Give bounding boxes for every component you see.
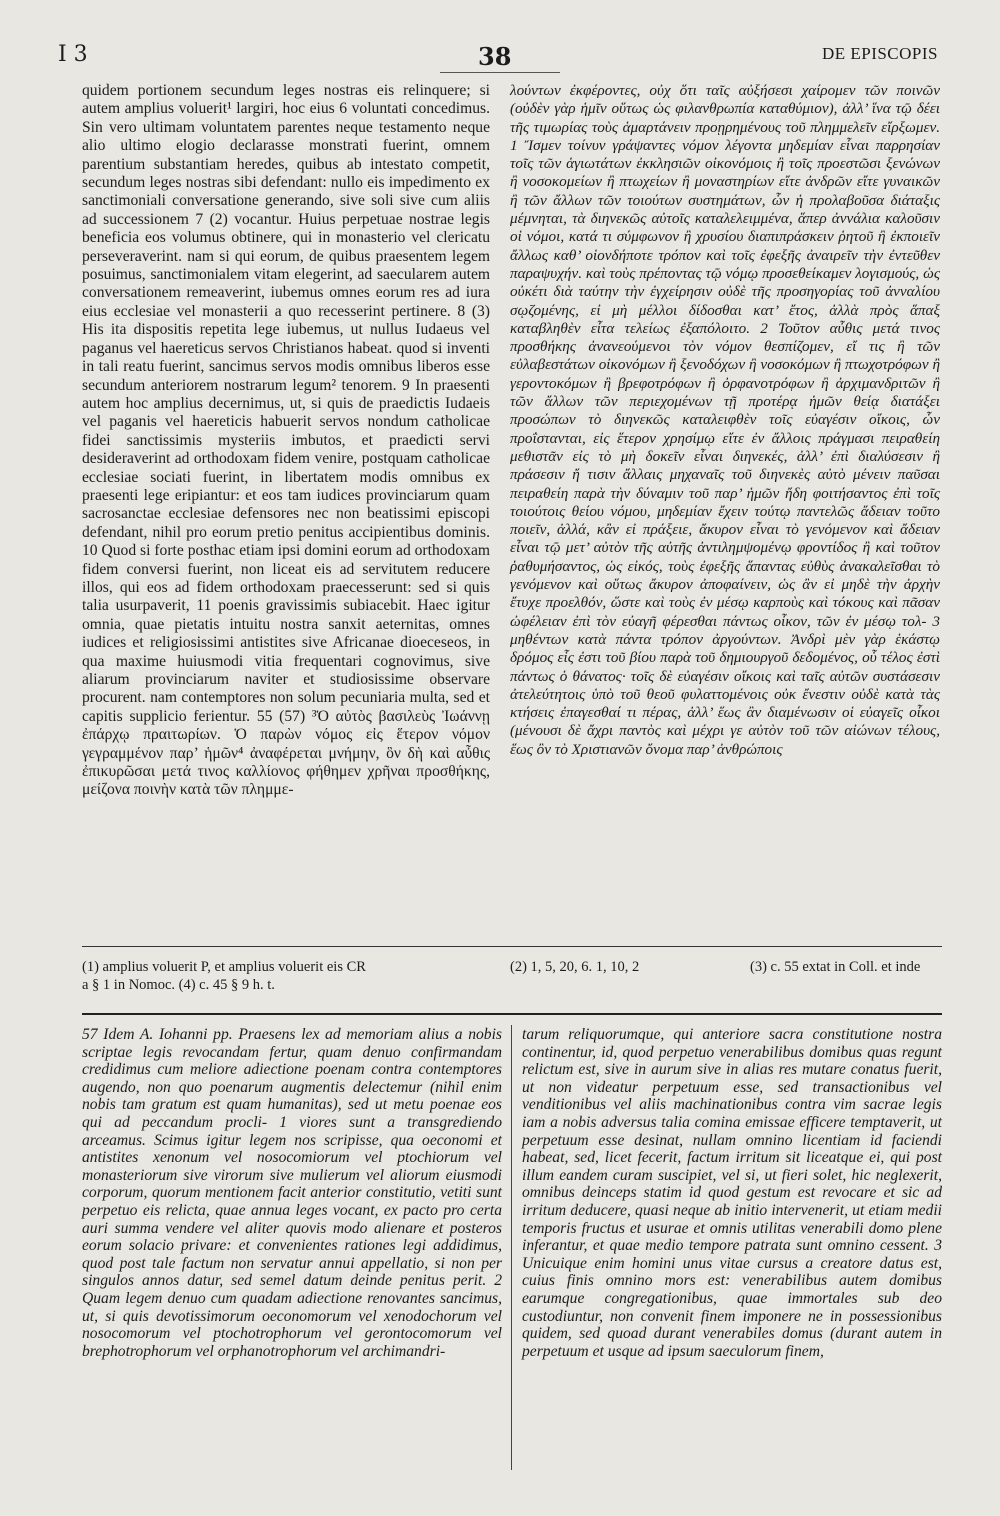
- page-number-rule: [440, 72, 560, 73]
- latin-column-top: [82, 82, 490, 800]
- translation-paragraph-left: 57 Idem A. Iohanni pp. Praesens lex ad memoriam alius a nobis scriptae legis revocandam fertur, quam denuo confirmandam credidimus cum meliore adiectione poenam contra contemptores augendo, non quo poenarum augmentis delectemur (nihil enim nobis tam gratum est quam humanitas), sed ut metu poenae eos qui ad peccandum procli- 1 viores sunt a transgrediendo arceamus. Scimus igitur legem nos scripisse, qua oeconomi et antistites xenonum vel nosocomiorum vel ptochiorum vel monasteriorum sive virorum sive mulierum vel aliorum eiusmodi corporum, quorum mentionem facit anterior constitutio, vetiti sunt perpetuo eis relicta, quae annua leges vocant, ex pacto pro certa auri summa vendere vel aliter quovis modo alienare et posteros eorum solacio privare: et convenientes rationes legi addidimus, quod post tale factum non servatur annui appellatio, si non per singulos annos datur, sed semel datum deinde penitus perit. 2 Quam legem denuo cum quadam adiectione renovantes sancimus, ut, si quis devotissimorum oeconomorum vel xenodochorum vel nosocomorum vel ptochotrophorum vel gerontocomorum vel brephotrophorum vel orphanotrophorum vel archimandri-: [82, 1026, 502, 1360]
- footnote-1: (1) amplius voluerit P, et amplius voluerit eis CR: [82, 959, 366, 975]
- latin-translation-left: [82, 1026, 502, 1360]
- section-divider: [82, 1013, 942, 1015]
- running-title: DE EPISCOPIS: [821, 44, 938, 63]
- column-divider: [511, 1025, 512, 1470]
- footnote-1-continued: a § 1 in Nomoc. (4) c. 45 § 9 h. t.: [82, 977, 275, 993]
- footnotes: [82, 958, 942, 994]
- latin-translation-right: [522, 1026, 942, 1360]
- page-number: 38: [478, 42, 512, 71]
- footnote-3: (3) c. 55 extat in Coll. et inde: [750, 959, 921, 975]
- greek-column-top: [510, 82, 940, 759]
- page-header: [0, 42, 1000, 76]
- section-marker: I 3: [58, 42, 88, 67]
- greek-paragraph: λούντων ἐκφέροντες, οὐχ ὅτι ταῖς αὐξήσεσι χαίρομεν τῶν ποινῶν (οὐδὲν γὰρ ἡμῖν οὕτως ὡς φιλανθρωπία καταθύμιον), ἀλλ’ ἵνα τῷ δέει τῆς τιμωρίας τοὺς ἁμαρτάνειν προῃρημένους τοῦ πλημμελεῖν εἴρξωμεν. 1 Ἴσμεν τοίνυν γράψαντες νόμον λέγοντα μηδεμίαν εἶναι παρρησίαν τοῖς τῶν ἁγιωτάτων ἐκκλησιῶν οἰκονόμοις ἢ τοῖς προεστῶσι ξενώνων ἢ νοσοκομείων ἢ πτωχείων ἢ μοναστηρίων εἴτε ἀνδρῶν εἴτε γυναικῶν ἢ τῶν ἄλλων τῶν τοιούτων συστημάτων, ὧν ἡ προλαβοῦσα διάταξις μέμνηται, τὰ διηνεκῶς αὐτοῖς καταλελειμμένα, ἅπερ ἀννάλια καλοῦσιν οἱ νόμοι, κατά τι σύμφωνον ἢ χρυσίου διαπιπράσκειν ῥητοῦ ἢ ἐκποιεῖν ἄλλως καθ’ οἱονδήποτε τρόπον καὶ τοῖς ἐφεξῆς ἀναιρεῖν τὴν ἐντεῦθεν παραψυχήν. καὶ τοὺς πρέποντας τῷ νόμῳ προσεθείκαμεν λογισμούς, ὡς οὐκέτι διὰ ταύτην τὴν ἐγχείρησιν οὐδὲ τῆς προσηγορίας τοῦ ἀνναλίου σῳζομένης, εἰ μὴ μέλλοι δίδοσθαι κατ’ ἔτος, ἀλλὰ πρὸς ἅπαξ καταβληθὲν εἶτα τελείως ἐξαπόλοιτο. 2 Τοῦτον αὖθις μετά τινος προσθήκης ἀνανεούμενοι τὸν νόμον θεσπίζομεν, εἴ τις ἢ τῶν εὐλαβεστάτων οἰκονόμων ἢ ξενοδόχων ἢ νοσοκόμων ἢ πτωχοτρόφων ἢ γεροντοκόμων ἢ βρεφοτρόφων ἢ ὀρφανοτρόφων ἢ ἀρχιμανδριτῶν ἢ τῶν ἄλλων τῶν περιεχομένων τῇ προτέρᾳ ἡμῶν θείᾳ διατάξει προσώπων τὸ διηνεκῶς καταλειφθὲν τοῖς εὐαγέσιν οἴκοις, ὧν προΐστανται, εἰς ἕτερον χρησίμῳ εἴτε ἐν ἄλλοις πράγμασι πειραθείη μεθιστᾶν εἰς τὸ μὴ δοκεῖν εἶναι διηνεκές, ἀλλ’ ἐπὶ διαλύσεσιν ἢ πράσεσιν ἤ τισιν ἄλλαις μηχαναῖς τοῦ διηνεκὲς αὐτὸ μένειν παῦσαι πειραθείη παρὰ τὴν δύναμιν τοῦ παρ’ ἡμῶν ἤδη φοιτήσαντος ἐπὶ τοῖς τοιούτοις θείου νόμου, μηδεμίαν ἔχειν τούτῳ παντελῶς ἄδειαν τοῦτο ποιεῖν, ἀλλά, κἂν εἰ πράξειε, ἄκυρον εἶναι τὸ γενόμενον καὶ ἄδειαν εἶναι τῷ μετ’ αὐτὸν τῆς αὐτῆς ἀντιλημψομένῳ φροντίδος ἢ καὶ τοῦτον ῥαθυμήσαντος, ὡς εἰκός, τοὺς ἐφεξῆς ἅπαντας εὐθὺς ἀνακαλεῖσθαι τὸ γενόμενον καὶ οὕτως ἄκυρον ἀποφαίνειν, ὡς ἂν εἰ μηδὲ τὴν ἀρχὴν ἔτυχε προελθόν, ὥστε καὶ τοὺς ἐν μέσῳ καρποὺς καὶ τόκους καὶ πᾶσαν ὠφέλειαν ἐπὶ τὸν εὐαγῆ φέρεσθαι πάντως οἶκον, τῶν ἐν μέσῳ τολ- 3 μηθέντων κατὰ πάντα τρόπον ἀργούντων. Ἀνδρὶ μὲν γὰρ ἑκάστῳ δρόμος εἷς ἐστι τοῦ βίου παρὰ τοῦ δημιουργοῦ δεδομένος, οὗ τέλος ἐστὶ πάντως ὁ θάνατος· τοῖς δὲ εὐαγέσιν οἴκοις καὶ ταῖς αὐτῶν συστάσεσιν ἀτελεύτητοις ὑπὸ τοῦ θεοῦ φυλαττομένοις οὐκ ἔνεστιν οὐδὲ κατὰ τὰς κτήσεις ἐπαγεσθαί τι πέρας, ἀλλ’ ἕως ἂν διαμένωσιν οἱ εὐαγεῖς οἶκοι (μένουσι δὲ ἄχρι παντὸς καὶ μέχρι γε αὐτὸν τοῦ τῶν αἰώνων τέλους, ἕως ὂν τὸ Χριστιανῶν ὄνομα παρ’ ἀνθρώποις: [510, 82, 940, 758]
- translation-paragraph-right: tarum reliquorumque, qui anteriore sacra constitutione nostra continentur, id, quod perpetuo venerabilibus domibus quas regunt relictum est, sive in aurum sive in alias res mutare conatus fuerit, ut non videatur perpetuum esse, sed transactionibus vel venditionibus vel aliis machinationibus contra vim sacrae legis iam a nobis adversus talia comina emissae efficere temptaverit, ut perpetuum esse desinat, nullam omnino licentiam id faciendi habeat, sed, licet fecerit, factum irritum sit liceatque ei, qui post illum eandem curam suscipiet, vel si, ut fieri solet, hic neglexerit, omnibus deinceps statim id quod gestum est revocare et sic ad irritum deducere, quasi neque ab initio intervenerit, ut etiam medii temporis fructus et usurae et omnis utilitas venerabili domo plene inferantur, et quae medio tempore patrata sunt omnino cessent. 3 Unicuique enim homini unus vitae cursus a creatore datus est, cuius finis omnino mors est: venerabilibus autem domibus earumque congregationibus, quae immortales sub deo custodiuntur, non convenit finem imponere ne in possessionibus quidem, sed quoad durant venerabiles domus (durant autem in perpetuum et usque ad ipsum saeculorum finem,: [522, 1026, 942, 1360]
- footnote-2: (2) 1, 5, 20, 6. 1, 10, 2: [510, 959, 640, 975]
- latin-paragraph: quidem portionem secundum leges nostras eis relinquere; si autem amplius voluerit¹ largiri, hoc eius 6 voluntati concedimus. Sin vero ultimam voluntatem parentes neque testamento neque alio ultimo elogio declarasse monstrati fuerint, omnem parentium substantiam heredes, quibus ab intestato competit, secundum leges nostras sibi defendant: nullo eis impedimento ex sanctimoniali conversatione generando, sive soli sive cum aliis ad successionem 7 (2) vocantur. Huius perpetuae nostrae legis beneficia eos volumus obtinere, qui in monasterio vel clericatu perseveraverint. nam si qui eorum, de quibus praesentem legem posuimus, sanctimonialem vitam elegerint, ad saecularem autem conversationem remeaverint, iubemus omnes eorum res ad iura eius ecclesiae vel monasterii a quo recesserint pertinere. 8 (3) His ita dispositis repetita lege iubemus, ut nullus Iudaeus vel paganus vel haereticus servos Christianos habeat. quod si inventi in tali reatu fuerint, sancimus servos modis omnibus liberos esse secundum anteriorem nostrarum legum² tenorem. 9 In praesenti autem hoc amplius decernimus, ut, si quis de praedictis Iudaeis vel paganis vel haereticis habuerit servos nondum catholicae fidei sanctissimis mysteriis imbutos, et praedicti servi desideraverint ad orthodoxam fidem venire, postquam catholicae ecclesiae sociati fuerint, in libertatem modis omnibus ex praesenti lege eripiantur: et eos tam iudices provinciarum quam sacrosanctae ecclesiae defensores nec non beatissimi episcopi defendant, nihil pro eorum pretio penitus accipientibus dominis. 10 Quod si forte posthac etiam ipsi domini eorum ad orthodoxam fidem conversi fuerint, non liceat eis ad servitutem reducere illos, qui eos ad fidem orthodoxam praecesserunt: sed si quis talia usurpaverit, 11 poenis gravissimis subiacebit. Haec igitur omnia, quae pietatis intuitu nostra sanxit aeternitas, omnes iudices et religiosissimi antistites sive Africanae dioeceseos, in qua maxime huiusmodi vitia frequentari cognovimus, sive aliarum provinciarum naviter et studiosissime observare procurent. nam contemptores non solum pecuniaria multa, sed et capitis supplicio ferientur. 55 (57) ³Ὁ αὐτὸς βασιλεὺς Ἰωάννῃ ἐπάρχῳ πραιτωρίων. Ὁ παρὼν νόμος εἰς ἕτερον νόμον γεγραμμένον παρ’ ἡμῶν⁴ ἀναφέρεται μνήμην, ὃν δὴ καὶ αὖθις ἐπικυρῶσαι μετά τινος καλλίονος φήθημεν χρῆναι προσθήκης, μείζονα ποινὴν κατὰ τῶν πλημμε-: [82, 82, 490, 799]
- footnote-rule: [82, 946, 942, 947]
